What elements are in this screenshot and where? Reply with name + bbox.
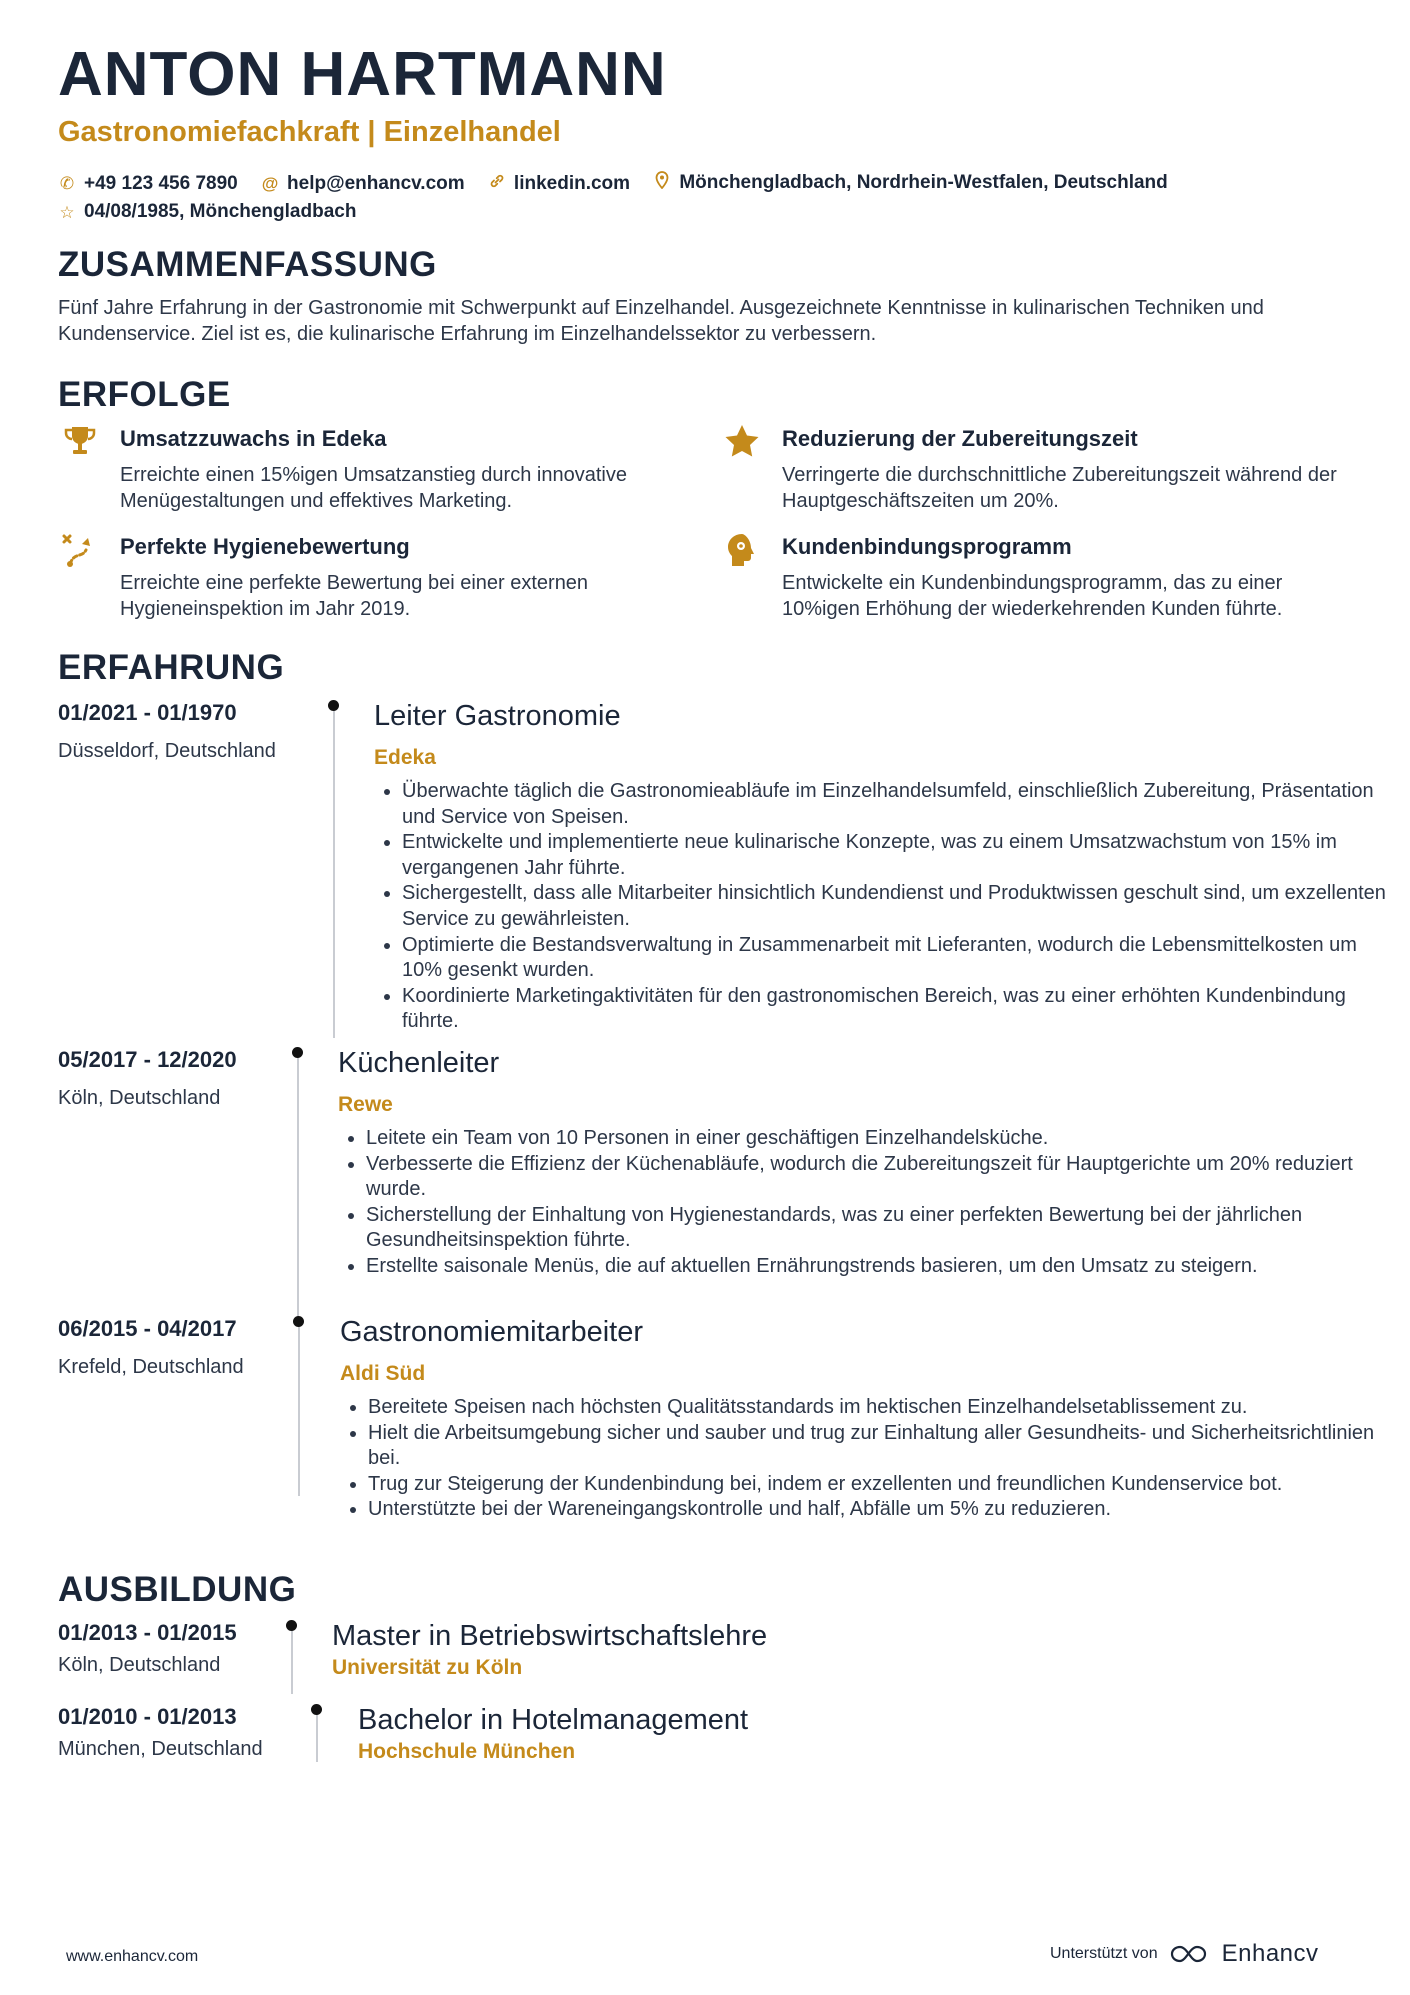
contact-location [653,170,1167,197]
candidate-name: ANTON HARTMANN [58,40,667,109]
job-entry [58,1047,1358,1317]
timeline-dot [311,1704,322,1715]
achievement-title: Reduzierung der Zubereitungszeit [782,426,1138,451]
contact-info [58,170,1358,226]
job-bullet: • Unterstützte bei der Wareneingangskontrolle und half, Abfälle um 5% zu reduzieren. [368,1497,1388,1523]
summary-text: Fünf Jahre Erfahrung in der Gastronomie mit Schwerpunkt auf Einzelhandel. Ausgezeichnete Kenntnisse in kulinarischen Techniken und Kundenservice. Ziel ist es, die kulinarische Erfahrung im Einzelhandelssektor zu verbessern. [58,297,1264,345]
education-location: München, Deutschland [58,1738,263,1760]
job-bullets [374,779,1402,1035]
infinity-logo-icon [1168,1943,1214,1965]
phone-text: +49 123 456 7890 [84,172,238,194]
job-bullets [340,1395,1388,1523]
job-location: Düsseldorf, Deutschland [58,740,276,762]
education-degree: Bachelor in Hotelmanagement [358,1704,749,1736]
job-bullet: • Sicherstellung der Einhaltung von Hygienestandards, was zu einer perfekten Bewertung bei der jährlichen Gesundheitsinspektion führte. [366,1203,1386,1254]
achievement-description: Erreichte einen 15%igen Umsatzanstieg durch innovative Menügestaltungen und effektives Marketing. [120,464,627,512]
timeline-line [297,1055,299,1317]
birth-text: 04/08/1985, Mönchengladbach [84,201,357,223]
education-heading: AUSBILDUNG [58,1570,297,1609]
job-bullets [338,1126,1386,1280]
education-entry [58,1704,1358,1784]
job-role: Gastronomiemitarbeiter [340,1316,643,1348]
contact-phone[interactable] [58,171,238,198]
timeline-line [316,1712,318,1762]
education-entry [58,1620,1358,1700]
email-text: help@enhancv.com [287,172,465,194]
contact-birth [58,199,356,226]
powered-by-text: Unterstützt von [1050,1945,1158,1962]
job-bullet: • Verbesserte die Effizienz der Küchenabläufe, wodurch die Zubereitungszeit für Hauptgerichte um 20% reduziert wurde. [366,1152,1386,1203]
job-company: Rewe [338,1093,393,1116]
contact-email[interactable] [261,171,465,198]
achievements-heading: ERFOLGE [58,375,231,414]
achievement-title: Kundenbindungsprogramm [782,534,1072,559]
education-date: 01/2010 - 01/2013 [58,1704,237,1729]
job-location: Köln, Deutschland [58,1087,221,1109]
job-bullet: • Überwachte täglich die Gastronomieabläufe im Einzelhandelsumfeld, einschließlich Zubereitung, Präsentation und Service von Speisen. [402,779,1402,830]
summary-heading: ZUSAMMENFASSUNG [58,245,437,284]
star-outline-icon: ☆ [59,202,75,222]
trophy-icon [60,422,100,462]
achievement-title: Umsatzzuwachs in Edeka [120,426,387,451]
footer-branding [1050,1940,1319,1968]
head-gear-icon [722,530,762,570]
education-school: Universität zu Köln [332,1656,523,1679]
achievement-title: Perfekte Hygienebewertung [120,534,410,559]
job-date: 01/2021 - 01/1970 [58,700,237,725]
timeline-line [333,708,335,1038]
job-role: Leiter Gastronomie [374,700,621,732]
job-date: 06/2015 - 04/2017 [58,1316,237,1341]
job-bullet: • Erstellte saisonale Menüs, die auf aktuellen Ernährungstrends basieren, um den Umsatz zu steigern. [366,1254,1386,1280]
job-role: Küchenleiter [338,1047,500,1079]
timeline-dot [292,1047,303,1058]
education-degree: Master in Betriebswirtschaftslehre [332,1620,768,1652]
job-entry [58,1316,1375,1586]
job-company: Edeka [374,746,436,769]
location-text: Mönchengladbach, Nordrhein-Westfalen, Deutschland [679,172,1168,193]
strategy-icon [60,530,100,570]
job-bullet: • Trug zur Steigerung der Kundenbindung bei, indem er exzellenten und freundlichen Kundenservice bot. [368,1472,1388,1498]
job-location: Krefeld, Deutschland [58,1356,244,1378]
achievement-description: Entwickelte ein Kundenbindungsprogramm, das zu einer 10%igen Erhöhung der wiederkehrenden Kunden führte. [782,572,1283,620]
brand-name: Enhancv [1221,1940,1319,1967]
timeline-dot [293,1316,304,1327]
job-date: 05/2017 - 12/2020 [58,1047,237,1072]
link-icon [488,172,506,196]
job-bullet: • Optimierte die Bestandsverwaltung in Zusammenarbeit mit Lieferanten, wodurch die Lebensmittelkosten um 10% gesenkt wurden. [402,933,1402,984]
education-school: Hochschule München [358,1740,576,1763]
star-icon [722,422,762,462]
job-company: Aldi Süd [340,1362,426,1385]
contact-linkedin[interactable] [488,171,630,198]
job-bullet: • Bereitete Speisen nach höchsten Qualitätsstandards im hektischen Einzelhandelsetablissement zu. [368,1395,1388,1421]
enhancv-logo[interactable] [1168,1940,1319,1968]
phone-icon: ✆ [59,173,75,193]
timeline-dot [328,700,339,711]
job-bullet: • Entwickelte und implementierte neue kulinarische Konzepte, was zu einem Umsatzwachstum von 15% im vergangenen Jahr führte. [402,830,1402,881]
linkedin-text: linkedin.com [513,172,631,194]
location-pin-icon [653,171,671,196]
job-bullet: • Koordinierte Marketingaktivitäten für den gastronomischen Bereich, was zu einer erhöhten Kundenbindung führte. [402,984,1402,1035]
timeline-line [298,1324,300,1496]
job-bullet: • Leitete ein Team von 10 Personen in einer geschäftigen Einzelhandelsküche. [366,1126,1386,1152]
job-bullet: • Hielt die Arbeitsumgebung sicher und sauber und trug zur Einhaltung aller Gesundheits- und Sicherheitsrichtlinien bei. [368,1421,1388,1472]
job-bullet: • Sichergestellt, dass alle Mitarbeiter hinsichtlich Kundendienst und Produktwissen geschult sind, um exzellenten Service zu gewährleisten. [402,881,1402,932]
timeline-dot [286,1620,297,1631]
footer-website[interactable]: www.enhancv.com [66,1948,199,1965]
education-date: 01/2013 - 01/2015 [58,1620,237,1645]
candidate-subtitle: Gastronomiefachkraft | Einzelhandel [58,116,561,148]
at-icon: @ [261,173,279,193]
achievement-description: Erreichte eine perfekte Bewertung bei einer externen Hygieneinspektion im Jahr 2019. [120,572,589,620]
education-location: Köln, Deutschland [58,1654,221,1676]
experience-heading: ERFAHRUNG [58,648,285,687]
job-entry [58,700,1386,1040]
timeline-line [291,1628,293,1694]
achievement-description: Verringerte die durchschnittliche Zubereitungszeit während der Hauptgeschäftszeiten um 20%. [782,464,1337,512]
